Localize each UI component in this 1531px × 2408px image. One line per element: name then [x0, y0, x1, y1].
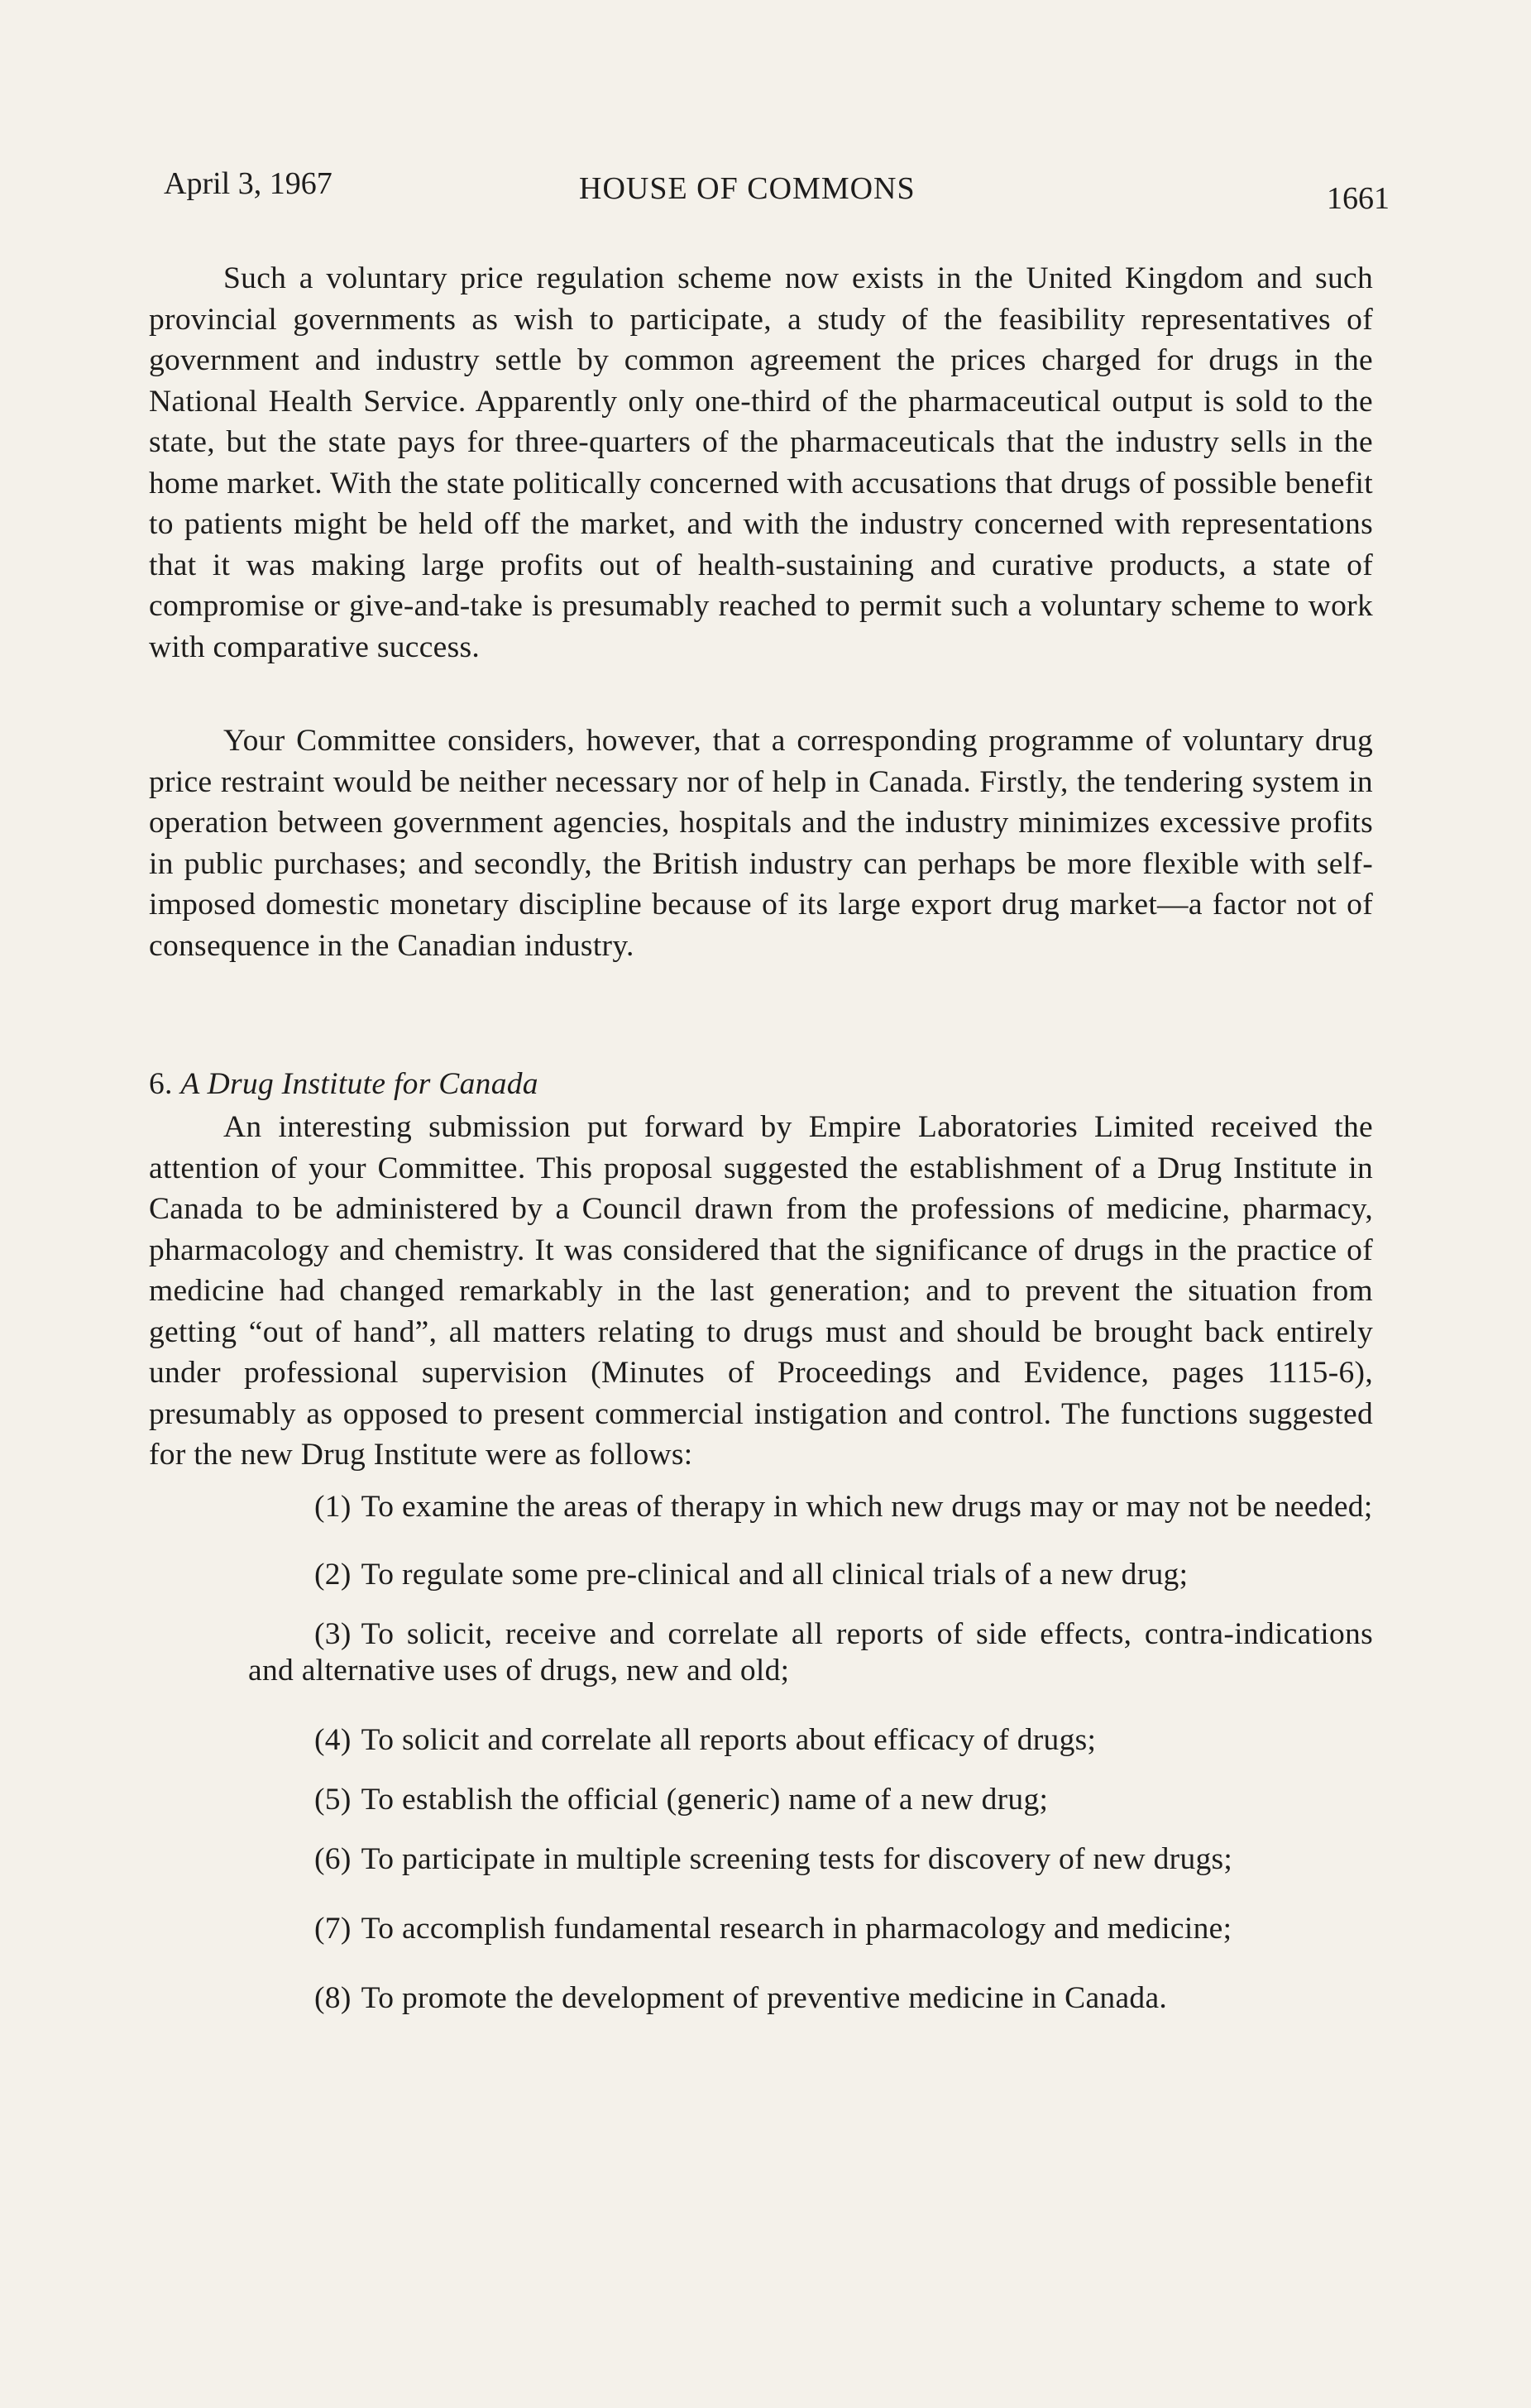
list-item — [248, 1841, 1373, 1878]
item-number: (1) — [314, 1489, 352, 1524]
document-page — [149, 165, 1390, 2040]
section-intro: An interesting submission put forward by Empire Laboratories Limited received the attention of your Committee. This proposal suggested the establishment of a Drug Institute in Canada to be administered by a Council drawn from the professions of medicine, pharmacy, pharmacology and chemistry. It was considered that the significance of drugs in the practice of medicine had changed remarkably in the last generation; and to prevent the situation from getting “out of hand”, all matters relating to drugs must and should be brought back entirely under professional supervision (Minutes of Proceedings and Evidence, pages 1115-6), presumably as opposed to present commercial instigation and control. The functions suggested for the new Drug Institute were as follows: — [149, 1110, 1373, 1472]
list-item — [248, 1722, 1373, 1759]
list-item — [248, 1911, 1373, 1947]
paragraph-committee-view: Your Committee considers, however, that a corresponding programme of voluntary drug price restraint would be neither necessary nor of help in Canada. Firstly, the tendering system in operation between government agencies, hospitals and the industry minimizes excessive profits in public purchases; and secondly, the British industry can perhaps be more flexible with self-imposed domestic monetary discipline because of its large export drug market—a factor not of consequence in the Canadian industry. — [149, 724, 1373, 963]
paragraph-uk-scheme: Such a voluntary price regulation scheme now exists in the United Kingdom and such provincial governments as wish to participate, a study of the feasibility representatives of government and industry settle by common agreement the prices charged for drugs in the National Health Service. Apparently only one-third of the pharmaceutical output is sold to the state, but the state pays for three-quarters of the pharmaceuticals that the industry sells in the home market. With the state politically concerned with accusations that drugs of possible benefit to patients might be held off the market, and with the industry concerned with representations that it was making large profits out of health-sustaining and curative products, a state of compromise or give-and-take is presumably reached to permit such a voluntary scheme to work with comparative success. — [149, 261, 1373, 664]
list-item — [248, 1616, 1373, 1689]
list-item — [248, 1782, 1373, 1818]
item-number: (5) — [314, 1782, 352, 1817]
item-text: To examine the areas of therapy in which new drugs may or may not be needed; — [361, 1489, 1373, 1524]
item-text: To promote the development of preventive medicine in Canada. — [361, 1980, 1168, 2015]
item-text: To solicit and correlate all reports about efficacy of drugs; — [361, 1722, 1097, 1757]
running-header — [149, 165, 1390, 216]
item-text: To participate in multiple screening tests for discovery of new drugs; — [361, 1841, 1233, 1876]
list-item — [248, 1489, 1373, 1525]
item-text: To solicit, receive and correlate all reports of side effects, contra-indications and alternative uses of drugs, new and old; — [248, 1616, 1373, 1688]
list-item — [248, 1557, 1373, 1593]
header-title: HOUSE OF COMMONS — [579, 171, 916, 206]
item-number: (3) — [314, 1616, 352, 1651]
functions-list — [149, 1489, 1373, 2017]
item-number: (8) — [314, 1980, 352, 2015]
section-heading — [149, 1064, 1373, 1105]
item-text: To accomplish fundamental research in pharmacology and medicine; — [361, 1911, 1232, 1946]
section-number: 6. — [149, 1067, 173, 1101]
item-number: (6) — [314, 1841, 352, 1876]
header-date: April 3, 1967 — [164, 166, 333, 201]
list-item — [248, 1980, 1373, 2017]
item-text: To establish the official (generic) name of a new drug; — [361, 1782, 1049, 1817]
page-number: 1661 — [1327, 181, 1390, 216]
item-number: (2) — [314, 1557, 352, 1592]
item-text: To regulate some pre-clinical and all clinical trials of a new drug; — [361, 1557, 1189, 1592]
section-title: A Drug Institute for Canada — [180, 1067, 538, 1101]
item-number: (4) — [314, 1722, 352, 1757]
item-number: (7) — [314, 1911, 352, 1946]
